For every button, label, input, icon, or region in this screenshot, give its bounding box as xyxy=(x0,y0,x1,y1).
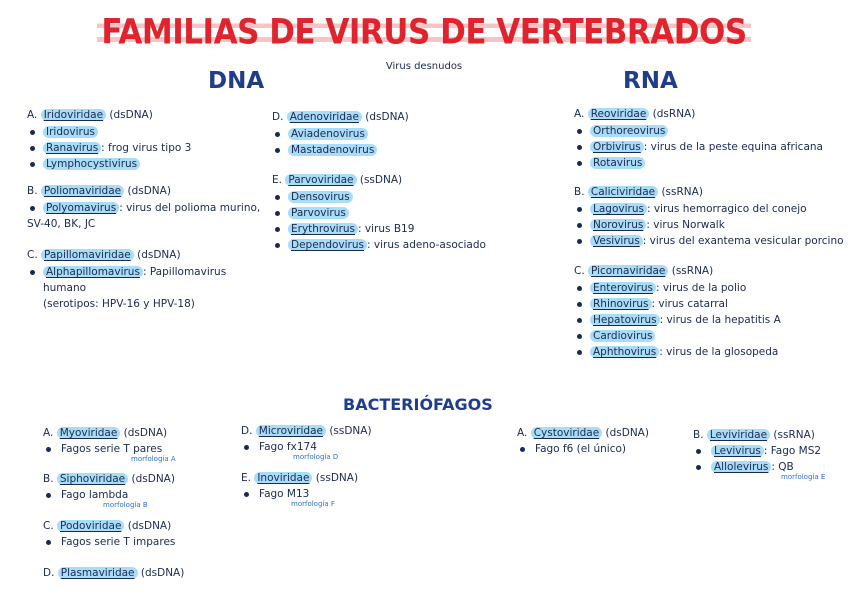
genus-desc: : virus del exantema vesicular porcino xyxy=(642,235,844,247)
family-type: (dsDNA) xyxy=(109,109,153,121)
list-item xyxy=(574,328,844,344)
family-name: Iridoviridae xyxy=(41,109,106,121)
family-type: (dsDNA) xyxy=(127,185,171,197)
genus-desc: : virus B19 xyxy=(358,223,415,235)
subtitle: Virus desnudos xyxy=(385,61,463,72)
list-item xyxy=(27,156,267,172)
genus-desc-continued: (serotipos: HPV-16 y HPV-18) xyxy=(43,298,195,310)
family-type: (ssRNA) xyxy=(661,186,703,198)
list-item xyxy=(272,237,512,253)
list-item xyxy=(43,441,233,463)
morphology-label: morfología A xyxy=(131,455,176,463)
genus-name: Polyomavirus xyxy=(43,202,119,214)
family-type: (ssDNA) xyxy=(359,174,403,186)
phage-name: Fago lambda xyxy=(61,489,129,501)
page-title: FAMILIAS DE VIRUS DE VERTEBRADOS xyxy=(0,12,848,52)
rna-group-caliciviridae xyxy=(574,184,844,249)
group-letter: A. xyxy=(43,427,54,439)
group-letter: D. xyxy=(272,111,284,123)
genus-name: Mastadenovirus xyxy=(288,144,377,156)
family-type: (ssRNA) xyxy=(773,429,815,441)
dna-group-poliomaviridae xyxy=(27,183,267,232)
list-item xyxy=(272,205,512,221)
genus-name: Rotavirus xyxy=(590,157,645,169)
genus-desc: : virus adeno-asociado xyxy=(367,239,486,251)
phage-group-inoviridae xyxy=(241,470,431,508)
genus-name: Norovirus xyxy=(590,219,646,231)
list-item xyxy=(574,233,844,249)
family-name: Caliciviridae xyxy=(588,186,658,198)
group-letter: D. xyxy=(241,425,253,437)
genus-desc-continued: SV-40, BK, JC xyxy=(27,218,96,230)
family-name: Picornaviridae xyxy=(588,265,668,277)
genus-name: Aviadenovirus xyxy=(288,128,368,140)
family-type: (ssDNA) xyxy=(329,425,372,437)
phage-group-podoviridae xyxy=(43,518,233,550)
group-letter: C. xyxy=(574,265,585,277)
family-name: Poliomaviridae xyxy=(41,185,124,197)
genus-name: Enterovirus xyxy=(590,282,656,294)
family-type: (dsDNA) xyxy=(131,473,175,485)
list-item xyxy=(574,280,844,296)
family-type: (dsDNA) xyxy=(605,427,649,439)
genus-desc: : virus Norwalk xyxy=(646,219,725,231)
genus-name: Hepatovirus xyxy=(590,314,660,326)
genus-name: Orbivirus xyxy=(590,141,644,153)
family-name: Plasmaviridae xyxy=(58,567,138,579)
group-letter: C. xyxy=(27,249,38,261)
group-letter: D. xyxy=(43,567,55,579)
genus-desc: : virus de la glosopeda xyxy=(659,346,779,358)
genus-name: Lagovirus xyxy=(590,203,647,215)
genus-name: Dependovirus xyxy=(288,239,367,251)
family-name: Microviridae xyxy=(256,425,326,437)
list-item xyxy=(27,140,267,156)
genus-desc: : virus hemorragico del conejo xyxy=(646,203,807,215)
morphology-label: morfología E xyxy=(781,473,826,481)
list-item xyxy=(693,459,843,481)
dna-heading: DNA xyxy=(208,68,265,94)
genus-name: Aphthovirus xyxy=(590,346,659,358)
genus-desc: : virus del polioma murino, xyxy=(119,202,261,214)
genus-desc: : virus catarral xyxy=(651,298,728,310)
genus-name: Lymphocystivirus xyxy=(43,158,140,170)
dna-group-papillomaviridae xyxy=(27,247,267,312)
genus-name: Orthoreovirus xyxy=(590,125,668,137)
family-type: (dsDNA) xyxy=(137,249,181,261)
list-item xyxy=(574,296,844,312)
family-name: Inoviridae xyxy=(254,472,312,484)
family-type: (dsDNA) xyxy=(127,520,172,532)
group-letter: B. xyxy=(693,429,704,441)
genus-name: Parvovirus xyxy=(288,207,349,219)
phage-group-microviridae xyxy=(241,423,431,461)
group-letter: A. xyxy=(517,427,528,439)
genus-desc: : virus de la polio xyxy=(655,282,747,294)
rna-group-reoviridae xyxy=(574,106,844,171)
list-item xyxy=(27,200,267,216)
family-name: Podoviridae xyxy=(57,520,124,532)
genus-name: Iridovirus xyxy=(43,126,98,138)
genus-name: Erythrovirus xyxy=(288,223,358,235)
list-item xyxy=(574,217,844,233)
family-type: (dsDNA) xyxy=(123,427,168,439)
list-item xyxy=(574,312,844,328)
phage-group-siphoviridae xyxy=(43,471,233,509)
genus-name: Rhinovirus xyxy=(590,298,652,310)
group-letter: B. xyxy=(43,473,54,485)
family-type: (dsRNA) xyxy=(652,108,696,120)
genus-desc: : Papillomavirus humano xyxy=(43,266,227,294)
family-name: Leviviridae xyxy=(707,429,770,441)
list-item xyxy=(574,123,844,139)
dna-group-adenoviridae xyxy=(272,109,502,158)
list-item xyxy=(272,126,502,142)
list-item xyxy=(43,487,233,509)
family-name: Cystoviridae xyxy=(531,427,602,439)
genus-desc: : frog virus tipo 3 xyxy=(101,142,192,154)
phage-name: Fagos serie T impares xyxy=(61,536,176,548)
family-name: Adenoviridae xyxy=(287,111,362,123)
list-item xyxy=(272,142,502,158)
list-item xyxy=(574,139,844,155)
group-letter: A. xyxy=(27,109,38,121)
list-item xyxy=(241,486,431,508)
family-name: Reoviridae xyxy=(588,108,650,120)
group-letter: C. xyxy=(43,520,54,532)
group-letter: B. xyxy=(27,185,38,197)
morphology-label: morfología B xyxy=(103,501,148,509)
family-type: (ssDNA) xyxy=(315,472,359,484)
genus-name: Levivirus xyxy=(711,445,764,457)
phage-name: Fagos serie T pares xyxy=(61,443,163,455)
group-letter: E. xyxy=(241,472,251,484)
genus-name: Ranavirus xyxy=(43,142,101,154)
phage-name: Fago f6 (el único) xyxy=(535,443,626,455)
list-item xyxy=(43,534,233,550)
list-item xyxy=(241,439,431,461)
rna-heading: RNA xyxy=(623,68,678,94)
phage-group-plasmaviridae xyxy=(43,565,233,581)
bacteriophages-heading: BACTERIÓFAGOS xyxy=(343,395,493,414)
group-letter: E. xyxy=(272,174,282,186)
list-item xyxy=(574,155,844,171)
family-name: Parvoviridae xyxy=(285,174,356,186)
phage-group-leviviridae xyxy=(693,427,843,481)
genus-desc: : virus de la peste equina africana xyxy=(643,141,823,153)
group-letter: A. xyxy=(574,108,585,120)
family-name: Papillomaviridae xyxy=(41,249,134,261)
phage-group-myoviridae xyxy=(43,425,233,463)
dna-group-iridoviridae xyxy=(27,107,267,172)
group-letter: B. xyxy=(574,186,585,198)
rna-group-picornaviridae xyxy=(574,263,844,360)
list-item xyxy=(574,344,844,360)
list-item xyxy=(693,443,843,459)
phage-name: Fago M13 xyxy=(259,488,310,500)
phage-group-cystoviridae xyxy=(517,425,687,457)
genus-name: Densovirus xyxy=(288,191,353,203)
list-item xyxy=(27,264,267,312)
genus-name: Cardiovirus xyxy=(590,330,655,342)
morphology-label: morfología D xyxy=(293,453,339,461)
morphology-label: morfología F xyxy=(291,500,335,508)
family-type: (dsDNA) xyxy=(365,111,409,123)
list-item xyxy=(27,124,267,140)
family-type: (dsDNA) xyxy=(140,567,185,579)
list-item xyxy=(272,221,512,237)
family-name: Siphoviridae xyxy=(57,473,128,485)
list-item xyxy=(517,441,687,457)
list-item xyxy=(272,189,512,205)
genus-name: Vesivirus xyxy=(590,235,643,247)
phage-name: Fago fx174 xyxy=(259,441,317,453)
list-item xyxy=(574,201,844,217)
family-type: (ssRNA) xyxy=(671,265,714,277)
dna-group-parvoviridae xyxy=(272,172,512,253)
genus-desc: : QB xyxy=(771,461,794,473)
genus-desc: : virus de la hepatitis A xyxy=(659,314,781,326)
genus-desc: : Fago MS2 xyxy=(763,445,822,457)
family-name: Myoviridae xyxy=(57,427,121,439)
genus-name: Alphapillomavirus xyxy=(43,266,143,278)
genus-name: Allolevirus xyxy=(711,461,771,473)
